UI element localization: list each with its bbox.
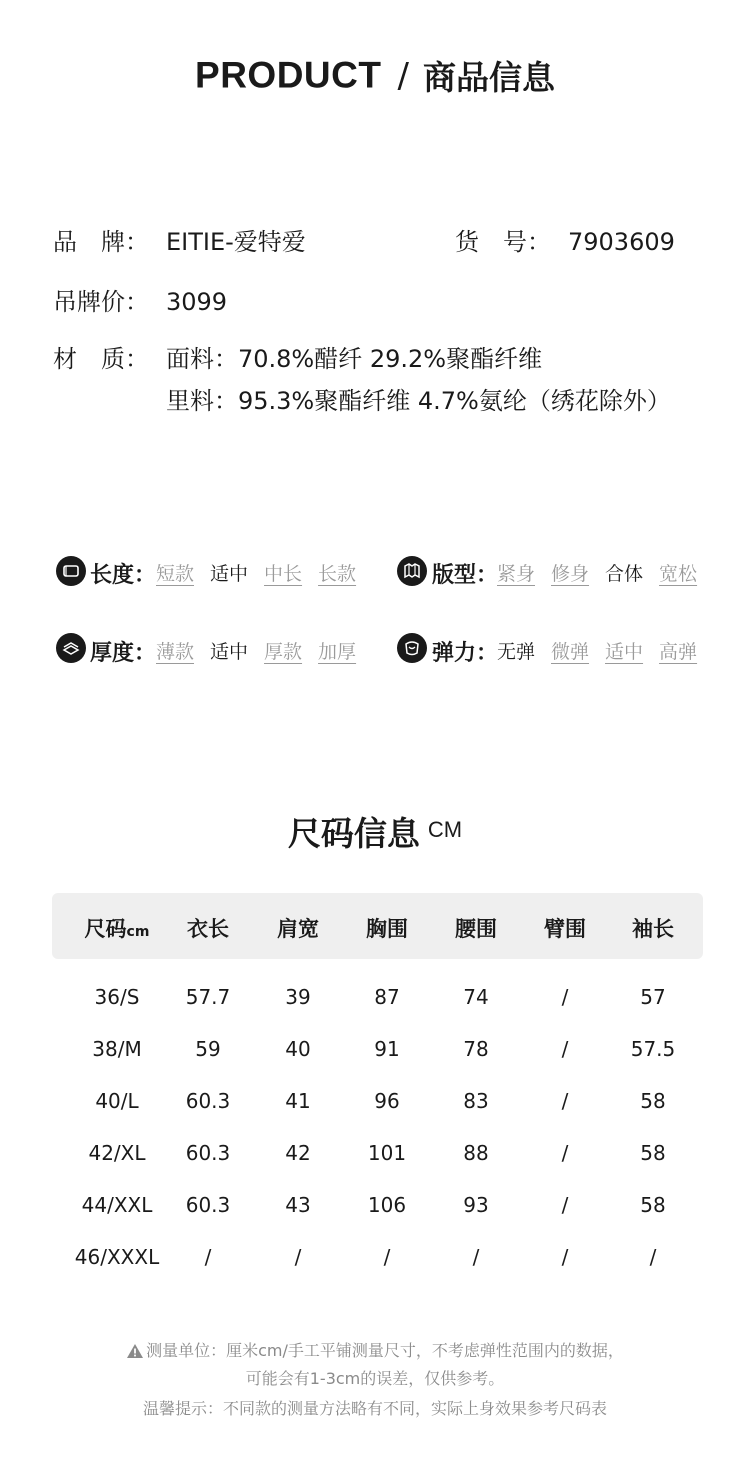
length-option-mid-long: 中长 <box>264 563 303 585</box>
fit-icon <box>397 556 427 586</box>
size-chart-heading: 尺码信息 <box>287 814 420 853</box>
table-cell: / <box>561 1089 569 1113</box>
table-cell: 91 <box>374 1037 400 1061</box>
material-label: 材 质： <box>53 345 149 373</box>
price-label: 吊牌价： <box>53 288 149 316</box>
length-option-medium: 适中 <box>210 563 249 585</box>
table-cell: 38/M <box>92 1037 142 1061</box>
length-icon <box>56 556 86 586</box>
header-sleeve: 袖长 <box>632 917 674 941</box>
fit-option-regular: 合体 <box>605 563 644 585</box>
table-cell: 40 <box>285 1037 311 1061</box>
table-cell: 106 <box>367 1193 407 1217</box>
elasticity-option-medium: 适中 <box>605 641 644 663</box>
length-option-short: 短款 <box>156 563 195 585</box>
size-table-body <box>52 985 703 1285</box>
brand-value: EITIE-爱特爱 <box>166 228 306 256</box>
table-cell: 41 <box>285 1089 311 1113</box>
material-line-1: 面料：70.8%醋纤 29.2%聚酯纤维 <box>166 345 543 373</box>
elasticity-option-high: 高弹 <box>659 641 698 663</box>
sku-label: 货 号： <box>455 228 551 256</box>
table-cell: 101 <box>367 1141 407 1165</box>
header-size-unit: cm <box>126 924 150 940</box>
table-cell: 60.3 <box>185 1141 231 1165</box>
fit-option-loose: 宽松 <box>659 563 698 585</box>
thickness-options <box>156 637 356 664</box>
material-line-2: 里料：95.3%聚酯纤维 4.7%氨纶（绣花除外） <box>166 387 671 415</box>
header-waist: 腰围 <box>455 917 497 941</box>
table-cell: 44/XXL <box>81 1193 153 1217</box>
note-line-1 <box>0 1338 750 1361</box>
table-cell: 96 <box>374 1089 400 1113</box>
note-line-2: 可能会有1-3cm的误差，仅供参考。 <box>245 1369 505 1388</box>
header-arm: 臂围 <box>544 917 586 941</box>
length-label: 长度： <box>90 563 157 588</box>
table-cell: 58 <box>640 1141 666 1165</box>
table-cell: 43 <box>285 1193 311 1217</box>
header-chest: 胸围 <box>366 917 408 941</box>
table-cell: 39 <box>285 985 311 1009</box>
table-cell: 57.7 <box>185 985 231 1009</box>
elasticity-label: 弹力： <box>432 641 499 666</box>
header-separator: / <box>397 55 409 96</box>
thickness-label: 厚度： <box>90 641 157 666</box>
fit-option-slim: 修身 <box>551 563 590 585</box>
brand-label: 品 牌： <box>53 228 149 256</box>
elasticity-options <box>497 637 697 664</box>
fit-option-tight: 紧身 <box>497 563 536 585</box>
length-options <box>156 559 356 586</box>
elasticity-icon <box>397 633 427 663</box>
elasticity-option-slight: 微弹 <box>551 641 590 663</box>
table-cell: 42/XL <box>88 1141 146 1165</box>
size-chart-title <box>0 808 750 855</box>
table-cell: 60.3 <box>185 1193 231 1217</box>
table-cell: / <box>294 1245 302 1269</box>
table-cell: / <box>383 1245 391 1269</box>
price-value: 3099 <box>166 288 228 316</box>
table-cell: 83 <box>463 1089 489 1113</box>
table-cell: / <box>561 1141 569 1165</box>
table-cell: 57.5 <box>630 1037 676 1061</box>
table-cell: 78 <box>463 1037 489 1061</box>
table-cell: / <box>561 1037 569 1061</box>
elasticity-option-none: 无弹 <box>497 641 536 663</box>
thickness-option-extra-thick: 加厚 <box>318 641 357 663</box>
header-title-en: PRODUCT <box>195 54 382 96</box>
table-cell: 57 <box>640 985 666 1009</box>
size-table-header <box>52 893 703 959</box>
thickness-option-thin: 薄款 <box>156 641 195 663</box>
table-cell: 88 <box>463 1141 489 1165</box>
table-cell: 40/L <box>95 1089 139 1113</box>
table-cell: 58 <box>640 1193 666 1217</box>
table-cell: 87 <box>374 985 400 1009</box>
thickness-option-thick: 厚款 <box>264 641 303 663</box>
header-length: 衣长 <box>187 917 229 941</box>
table-row <box>52 1089 703 1141</box>
fit-label: 版型： <box>432 563 499 588</box>
note-line-1-text: 测量单位：厘米cm/手工平铺测量尺寸，不考虑弹性范围内的数据， <box>146 1341 624 1360</box>
table-row <box>52 1037 703 1089</box>
table-cell: / <box>204 1245 212 1269</box>
table-cell: 46/XXXL <box>74 1245 160 1269</box>
table-row <box>52 1193 703 1245</box>
fit-options <box>497 559 697 586</box>
header-title-cn: 商品信息 <box>422 58 555 97</box>
length-option-long: 长款 <box>318 563 357 585</box>
table-cell: / <box>649 1245 657 1269</box>
warning-icon <box>126 1343 144 1359</box>
table-cell: 74 <box>463 985 489 1009</box>
table-cell: / <box>561 1193 569 1217</box>
table-cell: 58 <box>640 1089 666 1113</box>
table-cell: 60.3 <box>185 1089 231 1113</box>
table-cell: / <box>561 1245 569 1269</box>
table-row <box>52 985 703 1037</box>
table-cell: / <box>472 1245 480 1269</box>
table-cell: 59 <box>195 1037 221 1061</box>
header-size <box>85 913 150 943</box>
table-cell: 42 <box>285 1141 311 1165</box>
thickness-icon <box>56 633 86 663</box>
header-shoulder: 肩宽 <box>277 917 319 941</box>
table-cell: / <box>561 985 569 1009</box>
note-line-3: 温馨提示：不同款的测量方法略有不同，实际上身效果参考尺码表 <box>142 1399 607 1418</box>
table-cell: 93 <box>463 1193 489 1217</box>
table-cell: 36/S <box>94 985 140 1009</box>
sku-value: 7903609 <box>568 228 675 256</box>
table-row <box>52 1245 703 1297</box>
header-size-text: 尺码 <box>84 917 127 941</box>
table-row <box>52 1141 703 1193</box>
thickness-option-medium: 适中 <box>210 641 249 663</box>
page-header <box>0 52 750 99</box>
size-chart-unit: CM <box>427 817 463 842</box>
